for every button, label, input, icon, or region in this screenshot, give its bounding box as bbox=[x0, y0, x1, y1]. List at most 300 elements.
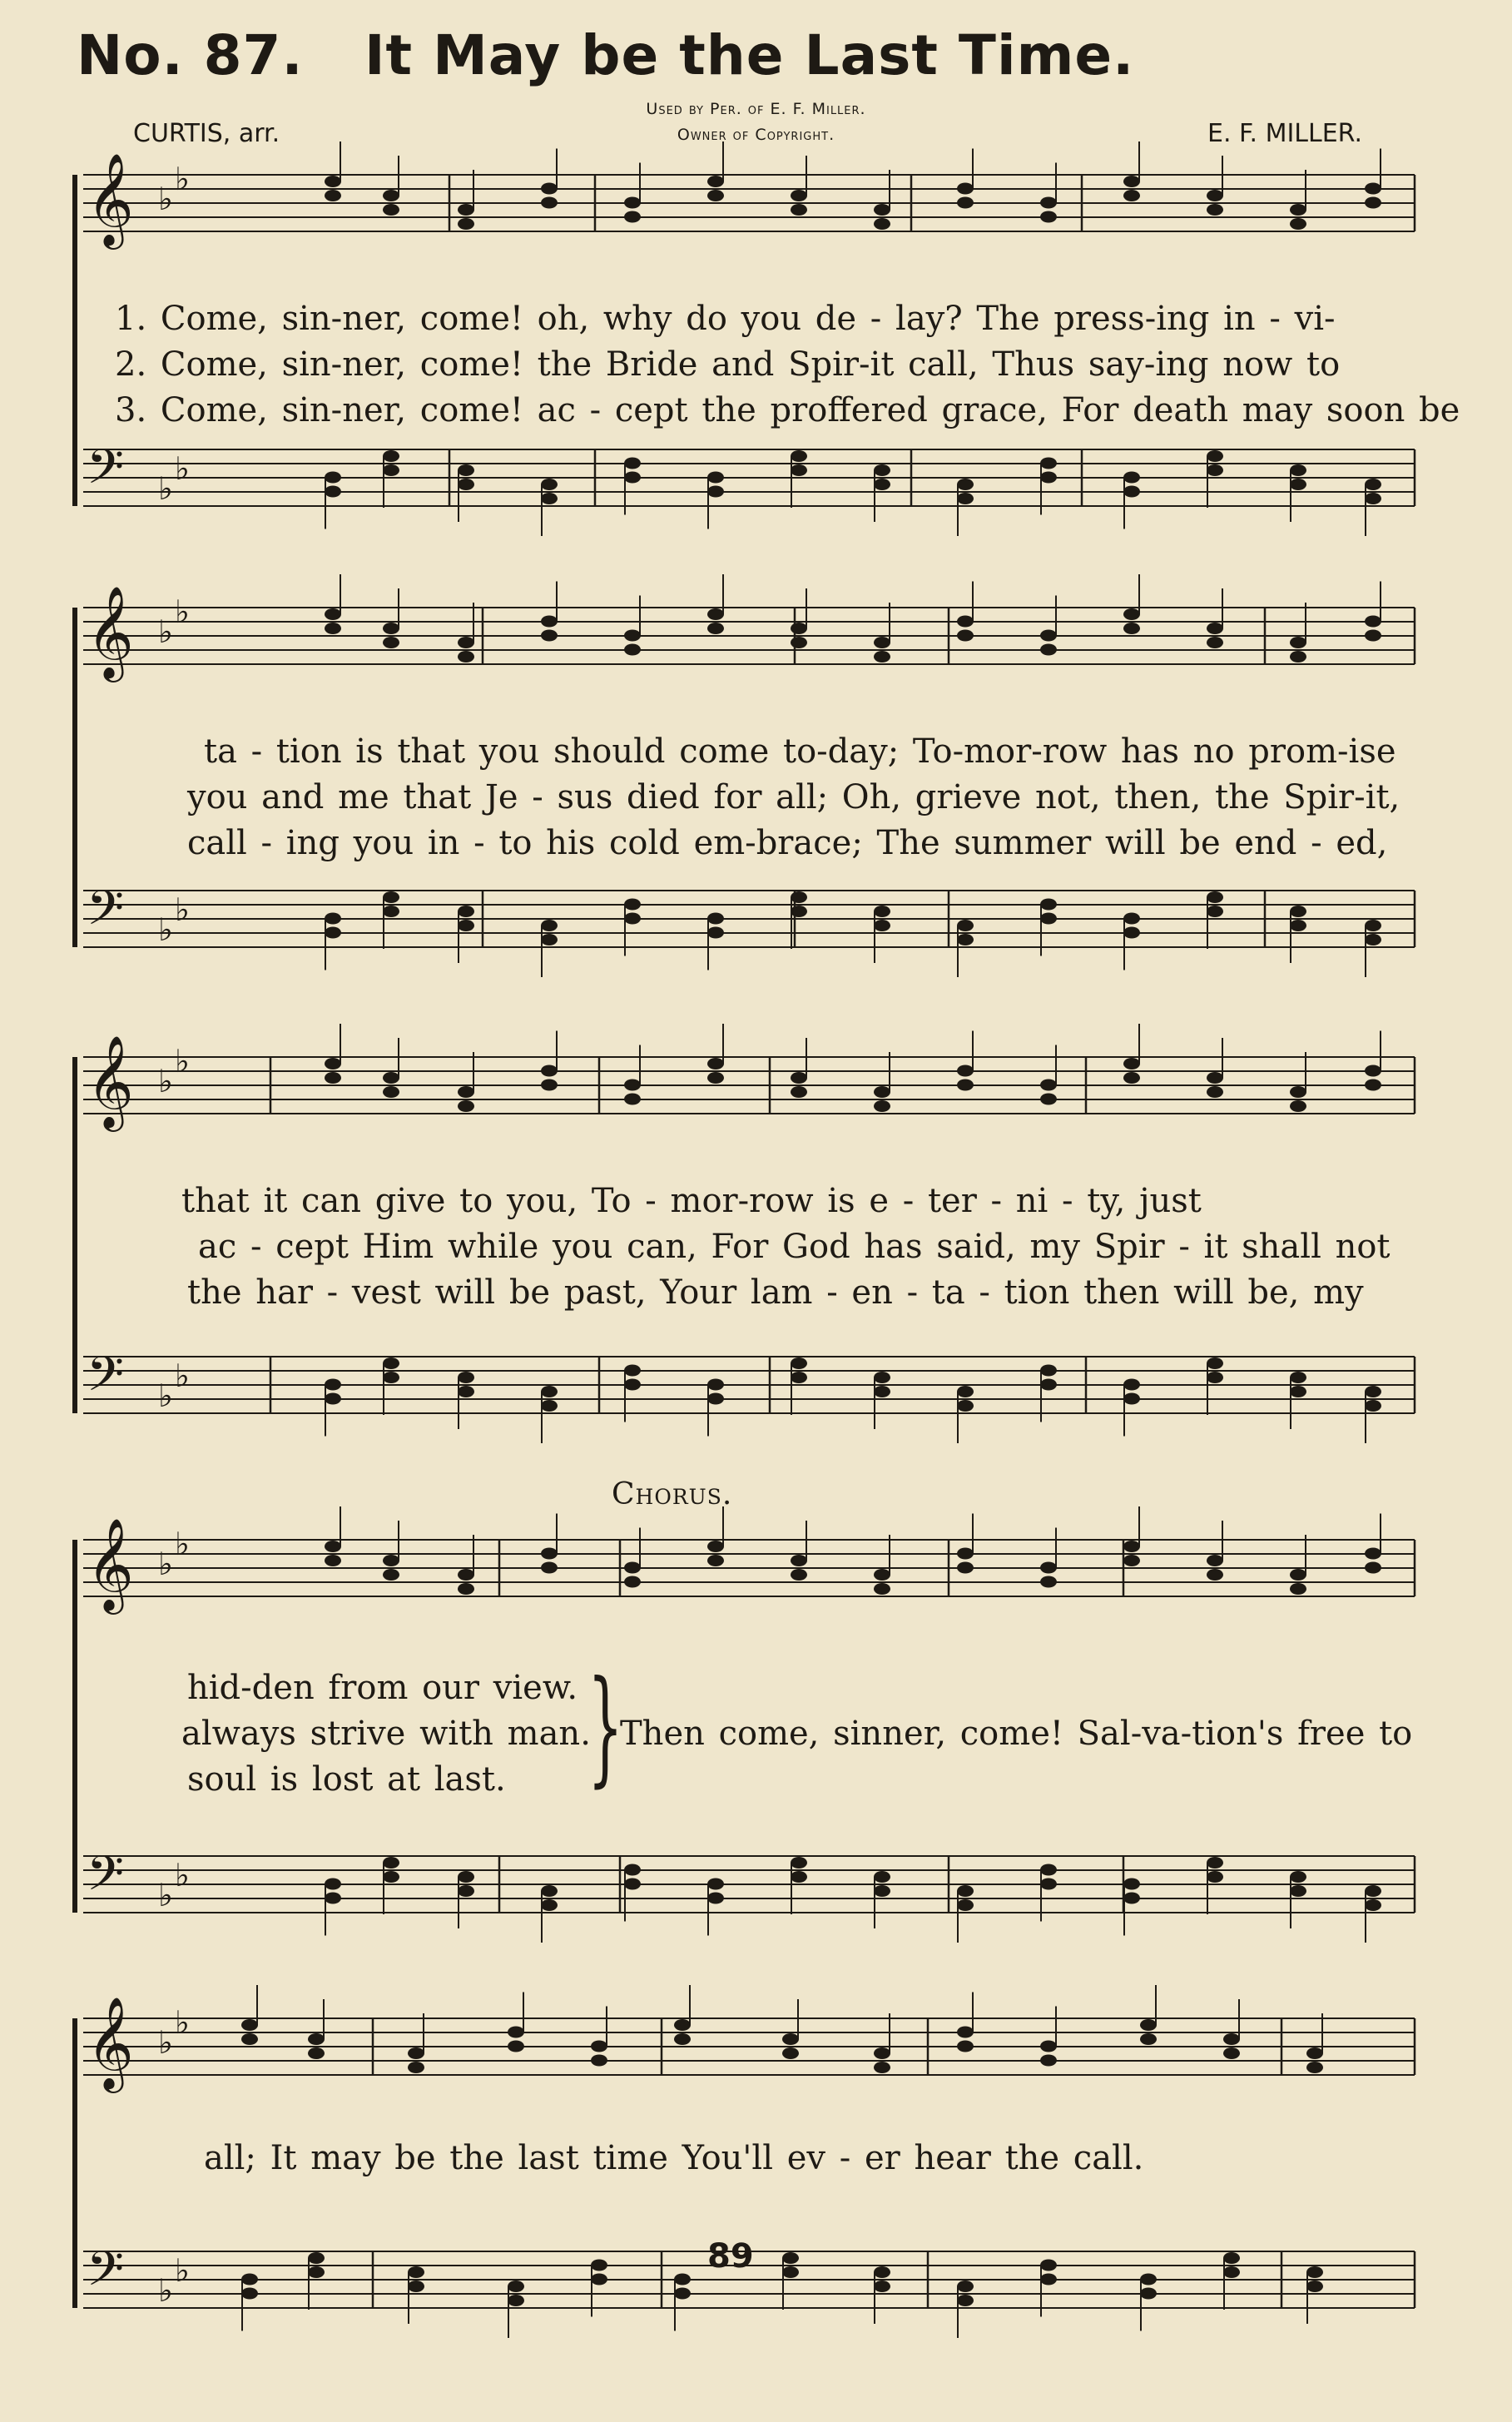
note-head bbox=[541, 630, 558, 642]
note-head bbox=[874, 2062, 890, 2073]
lyric-s2-verse-2: you and me that Je - sus died for all; Oh, grieve not, then, the Spir-it, bbox=[187, 778, 1400, 816]
lyric-chorus-verse-3: soul is lost at last. bbox=[187, 1760, 506, 1799]
note-head bbox=[624, 1094, 641, 1105]
lyric-s1-verse-3: 3. Come, sin-ner, come! ac - cept the proffered grace, For death may soon be bbox=[115, 391, 1460, 429]
note-head bbox=[325, 913, 341, 925]
bass-clef-icon: 𝄢 bbox=[87, 880, 125, 948]
note-head bbox=[624, 1365, 641, 1377]
note-head bbox=[1140, 2019, 1157, 2031]
note-head bbox=[624, 458, 641, 469]
note-head bbox=[383, 1086, 399, 1098]
note-head bbox=[1290, 1086, 1306, 1098]
note-head bbox=[541, 197, 558, 209]
note-head bbox=[1223, 2047, 1240, 2059]
bass-clef-icon: 𝄢 bbox=[87, 1845, 125, 1913]
note-head bbox=[458, 920, 474, 931]
chorus-label: Chorus. bbox=[612, 1477, 733, 1511]
flat-icon: ♭ bbox=[158, 911, 173, 948]
note-head bbox=[541, 183, 558, 195]
note-head bbox=[383, 891, 399, 903]
note-head bbox=[1290, 637, 1306, 648]
note-head bbox=[1290, 218, 1306, 230]
note-head bbox=[1365, 1899, 1381, 1911]
note-head bbox=[874, 464, 890, 476]
note-head bbox=[624, 1379, 641, 1391]
note-head bbox=[1207, 1871, 1223, 1883]
note-head bbox=[707, 623, 724, 634]
note-head bbox=[1223, 2252, 1240, 2264]
note-head bbox=[458, 1372, 474, 1383]
note-head bbox=[782, 2033, 799, 2045]
treble-clef-icon: 𝄞 bbox=[87, 1517, 134, 1611]
note-head bbox=[1040, 1094, 1057, 1105]
note-head bbox=[1207, 450, 1223, 462]
note-head bbox=[325, 1541, 341, 1552]
treble-clef-icon: 𝄞 bbox=[87, 1996, 134, 2089]
lyric-chorus-refrain: Then come, sinner, come! Sal-va-tion's free to bbox=[620, 1715, 1413, 1753]
note-head bbox=[1290, 479, 1306, 490]
note-head bbox=[1123, 1893, 1140, 1904]
lyric-s3-verse-1: that it can give to you, To - mor-row is e - ter - ni - ty, just bbox=[181, 1182, 1202, 1220]
note-head bbox=[383, 1569, 399, 1581]
note-head bbox=[1040, 211, 1057, 223]
note-head bbox=[791, 1569, 807, 1581]
note-head bbox=[383, 623, 399, 634]
lyric-s3-verse-3: the har - vest will be past, Your lam - en - ta - tion then will be, my bbox=[187, 1273, 1364, 1312]
note-head bbox=[1365, 479, 1381, 490]
note-head bbox=[874, 2266, 890, 2278]
note-head bbox=[957, 1548, 974, 1560]
note-head bbox=[957, 1562, 974, 1574]
note-head bbox=[957, 2027, 974, 2038]
note-head bbox=[383, 190, 399, 201]
note-head bbox=[408, 2062, 424, 2073]
note-head bbox=[874, 1569, 890, 1581]
note-head bbox=[408, 2266, 424, 2278]
note-head bbox=[1365, 1400, 1381, 1412]
note-head bbox=[1290, 1583, 1306, 1595]
note-head bbox=[1365, 1562, 1381, 1574]
note-head bbox=[1290, 1871, 1306, 1883]
note-head bbox=[674, 2033, 691, 2045]
note-head bbox=[325, 927, 341, 939]
note-head bbox=[1223, 2266, 1240, 2278]
note-head bbox=[383, 1372, 399, 1383]
note-head bbox=[1140, 2033, 1157, 2045]
note-head bbox=[624, 211, 641, 223]
note-head bbox=[1365, 1885, 1381, 1897]
note-head bbox=[591, 2274, 607, 2286]
note-head bbox=[1290, 464, 1306, 476]
note-head bbox=[674, 2274, 691, 2286]
note-head bbox=[1123, 1072, 1140, 1084]
note-head bbox=[957, 1400, 974, 1412]
bass-clef-icon: 𝄢 bbox=[87, 1346, 125, 1414]
copyright-line-2: Owner of Copyright. bbox=[677, 126, 835, 144]
note-head bbox=[591, 2041, 607, 2052]
note-head bbox=[624, 913, 641, 925]
note-head bbox=[707, 472, 724, 484]
composer-credit: E. F. MILLER. bbox=[1207, 119, 1362, 148]
note-head bbox=[1040, 2260, 1057, 2271]
lyric-chorus-verse-2: always strive with man. bbox=[181, 1715, 591, 1753]
note-head bbox=[541, 934, 558, 945]
note-head bbox=[1207, 1857, 1223, 1869]
note-head bbox=[383, 1857, 399, 1869]
note-head bbox=[508, 2027, 524, 2038]
note-head bbox=[874, 651, 890, 663]
note-head bbox=[1365, 1548, 1381, 1560]
note-head bbox=[791, 1857, 807, 1869]
note-head bbox=[707, 1879, 724, 1890]
note-head bbox=[325, 623, 341, 634]
note-head bbox=[325, 472, 341, 484]
note-head bbox=[624, 1864, 641, 1876]
note-head bbox=[1207, 190, 1223, 201]
note-head bbox=[541, 1562, 558, 1574]
note-head bbox=[458, 1569, 474, 1581]
note-head bbox=[782, 2047, 799, 2059]
note-head bbox=[541, 1885, 558, 1897]
note-head bbox=[383, 1871, 399, 1883]
note-head bbox=[1290, 651, 1306, 663]
bass-clef-icon: 𝄢 bbox=[87, 439, 125, 507]
note-head bbox=[1306, 2047, 1323, 2059]
note-head bbox=[1290, 1386, 1306, 1397]
note-head bbox=[874, 479, 890, 490]
note-head bbox=[1123, 1393, 1140, 1405]
note-head bbox=[1365, 616, 1381, 628]
note-head bbox=[874, 218, 890, 230]
note-head bbox=[874, 920, 890, 931]
note-head bbox=[1207, 464, 1223, 476]
note-head bbox=[624, 630, 641, 642]
note-head bbox=[1290, 1885, 1306, 1897]
note-head bbox=[1040, 1576, 1057, 1588]
note-head bbox=[408, 2281, 424, 2292]
note-head bbox=[1365, 934, 1381, 945]
note-head bbox=[674, 2288, 691, 2300]
note-head bbox=[791, 637, 807, 648]
note-head bbox=[791, 1357, 807, 1369]
note-head bbox=[325, 486, 341, 498]
flat-icon: ♭ bbox=[175, 593, 190, 630]
note-head bbox=[957, 920, 974, 931]
note-head bbox=[1140, 2288, 1157, 2300]
note-head bbox=[308, 2047, 325, 2059]
note-head bbox=[1040, 1379, 1057, 1391]
note-head bbox=[957, 183, 974, 195]
note-head bbox=[1207, 891, 1223, 903]
flat-icon: ♭ bbox=[175, 1857, 190, 1893]
note-head bbox=[957, 2281, 974, 2292]
note-head bbox=[1207, 637, 1223, 648]
note-head bbox=[241, 2274, 258, 2286]
note-head bbox=[325, 1879, 341, 1890]
note-head bbox=[624, 899, 641, 911]
note-head bbox=[791, 450, 807, 462]
note-head bbox=[383, 464, 399, 476]
note-head bbox=[624, 1079, 641, 1091]
note-head bbox=[874, 204, 890, 216]
note-head bbox=[874, 1100, 890, 1112]
note-head bbox=[1040, 630, 1057, 642]
lyric-s1-verse-2: 2. Come, sin-ner, come! the Bride and Spir-it call, Thus say-ing now to bbox=[115, 345, 1341, 384]
note-head bbox=[624, 1576, 641, 1588]
note-head bbox=[624, 472, 641, 484]
note-head bbox=[458, 906, 474, 917]
note-head bbox=[541, 1548, 558, 1560]
note-head bbox=[508, 2281, 524, 2292]
note-head bbox=[957, 479, 974, 490]
note-head bbox=[1123, 190, 1140, 201]
note-head bbox=[325, 1393, 341, 1405]
note-head bbox=[541, 1400, 558, 1412]
note-head bbox=[1365, 1386, 1381, 1397]
flat-icon: ♭ bbox=[175, 2252, 190, 2289]
note-head bbox=[957, 197, 974, 209]
note-head bbox=[383, 637, 399, 648]
note-head bbox=[1040, 197, 1057, 209]
note-head bbox=[541, 1386, 558, 1397]
flat-icon: ♭ bbox=[175, 450, 190, 487]
note-head bbox=[458, 479, 474, 490]
note-head bbox=[308, 2033, 325, 2045]
note-head bbox=[458, 1100, 474, 1112]
note-head bbox=[874, 906, 890, 917]
note-head bbox=[1040, 1864, 1057, 1876]
flat-icon: ♭ bbox=[175, 161, 190, 197]
note-head bbox=[1040, 472, 1057, 484]
flat-icon: ♭ bbox=[158, 2024, 173, 2061]
flat-icon: ♭ bbox=[175, 2004, 190, 2041]
note-head bbox=[707, 190, 724, 201]
flat-icon: ♭ bbox=[158, 181, 173, 217]
note-head bbox=[591, 2055, 607, 2067]
note-head bbox=[1040, 1562, 1057, 1574]
note-head bbox=[1207, 1086, 1223, 1098]
note-head bbox=[1207, 1072, 1223, 1084]
note-head bbox=[1207, 1372, 1223, 1383]
note-head bbox=[624, 197, 641, 209]
note-head bbox=[791, 1072, 807, 1084]
note-head bbox=[508, 2295, 524, 2306]
note-head bbox=[707, 1058, 724, 1070]
hymn-number: No. 87. bbox=[77, 23, 304, 87]
note-head bbox=[791, 891, 807, 903]
note-head bbox=[707, 1541, 724, 1552]
flat-icon: ♭ bbox=[175, 1357, 190, 1394]
note-head bbox=[1140, 2274, 1157, 2286]
note-head bbox=[1040, 913, 1057, 925]
note-head bbox=[707, 927, 724, 939]
note-head bbox=[707, 1379, 724, 1391]
lyric-s2-verse-3: call - ing you in - to his cold em-brace; The summer will be end - ed, bbox=[187, 824, 1388, 862]
note-head bbox=[874, 1372, 890, 1383]
note-head bbox=[1207, 906, 1223, 917]
note-head bbox=[383, 1555, 399, 1566]
note-head bbox=[541, 493, 558, 504]
note-head bbox=[408, 2047, 424, 2059]
note-head bbox=[1365, 493, 1381, 504]
note-head bbox=[791, 1555, 807, 1566]
note-head bbox=[874, 1386, 890, 1397]
note-head bbox=[1040, 644, 1057, 656]
note-head bbox=[957, 616, 974, 628]
note-head bbox=[458, 1086, 474, 1098]
note-head bbox=[1306, 2266, 1323, 2278]
note-head bbox=[1290, 920, 1306, 931]
note-head bbox=[707, 1072, 724, 1084]
note-head bbox=[1207, 1569, 1223, 1581]
note-head bbox=[1290, 1100, 1306, 1112]
note-head bbox=[707, 486, 724, 498]
lyric-s3-verse-2: ac - cept Him while you can, For God has said, my Spir - it shall not bbox=[198, 1228, 1391, 1266]
hymn-title: It May be the Last Time. bbox=[364, 23, 1135, 87]
note-head bbox=[1040, 1879, 1057, 1890]
lyric-s5: all; It may be the last time You'll ev - er hear the call. bbox=[204, 2139, 1144, 2177]
note-head bbox=[1207, 1555, 1223, 1566]
note-head bbox=[458, 1885, 474, 1897]
note-head bbox=[325, 1072, 341, 1084]
note-head bbox=[1123, 486, 1140, 498]
flat-icon: ♭ bbox=[158, 1546, 173, 1582]
note-head bbox=[1123, 927, 1140, 939]
note-head bbox=[791, 1871, 807, 1883]
treble-clef-icon: 𝄞 bbox=[87, 585, 134, 678]
note-head bbox=[1123, 176, 1140, 187]
note-head bbox=[1040, 2055, 1057, 2067]
note-head bbox=[1290, 906, 1306, 917]
note-head bbox=[1123, 1058, 1140, 1070]
note-head bbox=[791, 464, 807, 476]
note-head bbox=[241, 2033, 258, 2045]
treble-clef-icon: 𝄞 bbox=[87, 152, 134, 246]
flat-icon: ♭ bbox=[158, 613, 173, 650]
note-head bbox=[957, 1885, 974, 1897]
note-head bbox=[1207, 1357, 1223, 1369]
note-head bbox=[1123, 1379, 1140, 1391]
note-head bbox=[1290, 1372, 1306, 1383]
note-head bbox=[957, 1065, 974, 1077]
flat-icon: ♭ bbox=[158, 1063, 173, 1099]
note-head bbox=[1365, 183, 1381, 195]
note-head bbox=[1123, 1555, 1140, 1566]
note-head bbox=[458, 204, 474, 216]
note-head bbox=[957, 1079, 974, 1091]
note-head bbox=[325, 176, 341, 187]
flat-icon: ♭ bbox=[158, 470, 173, 507]
note-head bbox=[674, 2019, 691, 2031]
note-head bbox=[874, 637, 890, 648]
note-head bbox=[1365, 1079, 1381, 1091]
note-head bbox=[541, 1079, 558, 1091]
note-head bbox=[1123, 1541, 1140, 1552]
note-head bbox=[541, 1899, 558, 1911]
note-head bbox=[383, 1072, 399, 1084]
note-head bbox=[308, 2252, 325, 2264]
note-head bbox=[707, 176, 724, 187]
note-head bbox=[707, 913, 724, 925]
lyric-s1-verse-1: 1. Come, sin-ner, come! oh, why do you de - lay? The press-ing in - vi- bbox=[115, 300, 1336, 338]
note-head bbox=[1123, 913, 1140, 925]
note-head bbox=[325, 190, 341, 201]
note-head bbox=[957, 2295, 974, 2306]
note-head bbox=[957, 1899, 974, 1911]
note-head bbox=[325, 608, 341, 620]
note-head bbox=[707, 1555, 724, 1566]
note-head bbox=[308, 2266, 325, 2278]
note-head bbox=[1306, 2062, 1323, 2073]
note-head bbox=[458, 218, 474, 230]
note-head bbox=[541, 616, 558, 628]
note-head bbox=[1123, 623, 1140, 634]
note-head bbox=[1365, 1065, 1381, 1077]
note-head bbox=[624, 1879, 641, 1890]
note-head bbox=[325, 1555, 341, 1566]
lyric-s2-verse-1: ta - tion is that you should come to-day; To-mor-row has no prom-ise bbox=[204, 732, 1396, 771]
flat-icon: ♭ bbox=[158, 1877, 173, 1913]
note-head bbox=[1123, 1879, 1140, 1890]
note-head bbox=[458, 1386, 474, 1397]
note-head bbox=[874, 2281, 890, 2292]
note-head bbox=[1223, 2033, 1240, 2045]
bass-clef-icon: 𝄢 bbox=[87, 2241, 125, 2309]
note-head bbox=[791, 623, 807, 634]
note-head bbox=[782, 2266, 799, 2278]
note-head bbox=[458, 637, 474, 648]
note-head bbox=[1365, 920, 1381, 931]
note-head bbox=[1207, 623, 1223, 634]
note-head bbox=[1207, 204, 1223, 216]
note-head bbox=[1040, 2041, 1057, 2052]
note-head bbox=[383, 204, 399, 216]
flat-icon: ♭ bbox=[175, 891, 190, 928]
note-head bbox=[325, 1893, 341, 1904]
note-head bbox=[458, 1871, 474, 1883]
note-head bbox=[874, 1086, 890, 1098]
note-head bbox=[241, 2019, 258, 2031]
note-head bbox=[1040, 2274, 1057, 2286]
note-head bbox=[325, 1058, 341, 1070]
treble-clef-icon: 𝄞 bbox=[87, 1035, 134, 1128]
page-number: 89 bbox=[707, 2237, 754, 2276]
note-head bbox=[957, 934, 974, 945]
note-head bbox=[957, 630, 974, 642]
note-head bbox=[1290, 204, 1306, 216]
note-head bbox=[957, 1386, 974, 1397]
note-head bbox=[707, 1393, 724, 1405]
note-head bbox=[458, 1583, 474, 1595]
note-head bbox=[874, 1583, 890, 1595]
note-head bbox=[791, 204, 807, 216]
note-head bbox=[1123, 472, 1140, 484]
note-head bbox=[707, 1893, 724, 1904]
note-head bbox=[874, 1885, 890, 1897]
note-head bbox=[957, 2041, 974, 2052]
note-head bbox=[1290, 1569, 1306, 1581]
note-head bbox=[874, 1871, 890, 1883]
note-head bbox=[241, 2288, 258, 2300]
note-head bbox=[1040, 1079, 1057, 1091]
note-head bbox=[1040, 1365, 1057, 1377]
note-head bbox=[383, 1357, 399, 1369]
note-head bbox=[791, 1372, 807, 1383]
verse-brace: } bbox=[587, 1655, 623, 1799]
note-head bbox=[1306, 2281, 1323, 2292]
note-head bbox=[957, 493, 974, 504]
copyright-line-1: Used by Per. of E. F. Miller. bbox=[646, 100, 866, 118]
